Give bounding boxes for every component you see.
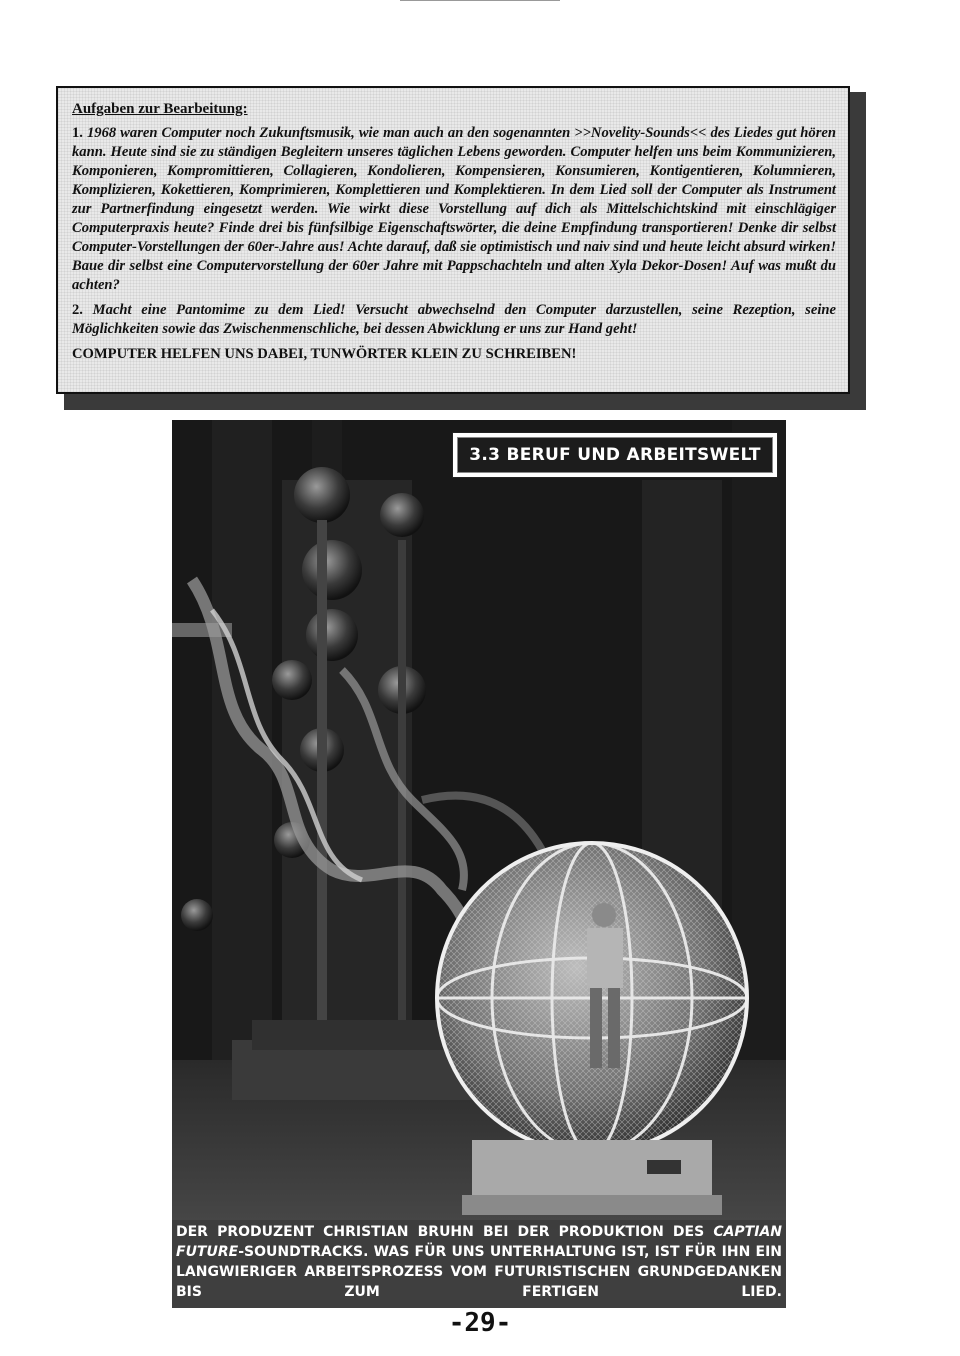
section-title-box <box>452 432 778 478</box>
task-1 <box>72 124 836 295</box>
page-number: -29- <box>448 1308 512 1338</box>
task-1-text: 1968 waren Computer noch Zukunftsmusik, wie man auch an den sogenannten >>Novelity-Sounds<< des Liedes gut hören kann. Heute sind sie zu ständigen Begleitern unseres täglichen Lebens geworden. Computer helfen uns beim Kommunizieren, Komponieren, Kompromittieren, Collagieren, Kondolieren, Kompensieren, Konsumieren, Kontigentieren, Kolumnieren, Komplizieren, Kokettieren, Komprimieren, Komplettieren und Komplektieren. In dem Lied soll der Computer als Instrument zur Partnerfindung eingesetzt werden. Wie wirkt diese Vorstellung auf dich als Mittelschichtskind mit einschlägiger Computerpraxis heute? Finde drei bis fünfsilbige Eigenschaftswörter, die deine Empfindung transportieren! Denke dir selbst Computer-Vorstellungen der 60er-Jahre aus! Achte darauf, daß sie optimistisch und naiv sind und heute leicht absurd wirken! Baue dir selbst eine Computervorstellung der 60er Jahre mit Pappschachteln und alten Xyla Dekor-Dosen! Auf was mußt du achten? <box>72 125 836 293</box>
caption-part-2: -SOUNDTRACKS. WAS FÜR UNS UNTERHALTUNG IST, IST FÜR IHN EIN LANGWIERIGER ARBEITSPROZESS VOM FUTURISTISCHEN GRUNDGEDANKEN BIS ZUM FERTIGEN LIED. <box>176 1244 782 1300</box>
caption-part-1: DER PRODUZENT CHRISTIAN BRUHN BEI DER PRODUKTION DES <box>176 1224 705 1240</box>
studio-photo-illustration <box>172 420 786 1308</box>
section-title: 3.3 BERUF UND ARBEITSWELT <box>457 437 773 473</box>
task-final-line: COMPUTER HELFEN UNS DABEI, TUNWÖRTER KLEIN ZU SCHREIBEN! <box>72 346 577 362</box>
top-rule <box>400 0 560 1</box>
task-2-number: 2. <box>72 302 83 318</box>
task-heading: Aufgaben zur Bearbeitung: <box>72 101 248 117</box>
photo-caption <box>172 1220 786 1308</box>
task-1-number: 1. <box>72 125 83 141</box>
task-2 <box>72 301 836 339</box>
studio-photo <box>172 420 786 1308</box>
task-box <box>56 86 850 394</box>
task-2-text: Macht eine Pantomime zu dem Lied! Versucht abwechselnd den Computer darzustellen, seine Rezeption, seine Möglichkeiten sowie das Zwischenmenschliche, bei dessen Abwicklung er uns zur Hand geht! <box>72 302 836 337</box>
caption-italic-title: CAPTIAN FUTURE <box>176 1224 782 1260</box>
